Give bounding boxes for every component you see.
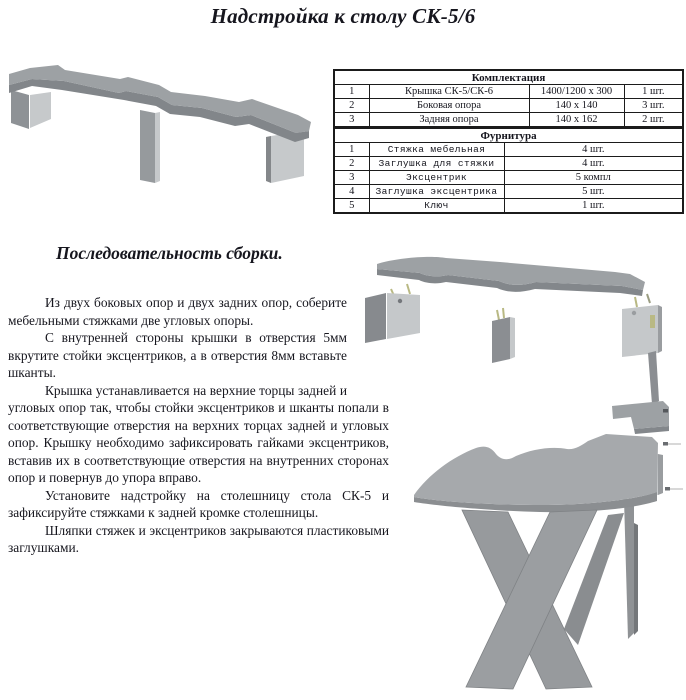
row-num: 3 (334, 171, 369, 185)
table-row (334, 185, 683, 199)
part-name: Заглушка эксцентрика (369, 185, 504, 199)
page-title: Надстройка к столу СК-5/6 (210, 4, 476, 28)
part-size: 1400/1200 x 300 (529, 85, 624, 99)
components-table (333, 69, 684, 128)
part-name: Задняя опора (369, 113, 529, 128)
table-row (334, 143, 683, 157)
components-header: Комплектация (334, 70, 683, 85)
part-qty: 4 шт. (504, 157, 683, 171)
exploded-view-figure (350, 253, 686, 405)
row-num: 1 (334, 85, 369, 99)
part-name: Крышка СК-5/СК-6 (369, 85, 529, 99)
part-qty: 1 шт. (504, 199, 683, 214)
part-name: Боковая опора (369, 99, 529, 113)
part-name: Ключ (369, 199, 504, 214)
part-name: Эксцентрик (369, 171, 504, 185)
row-num: 2 (334, 99, 369, 113)
parts-table (333, 69, 682, 214)
table-row (334, 171, 683, 185)
part-qty: 4 шт. (504, 143, 683, 157)
table-row (334, 113, 683, 128)
table-row (334, 157, 683, 171)
paragraph: Из двух боковых опор и двух задних опор, соберите мебельными стяжками две угловых опоры. (8, 295, 347, 328)
row-num: 2 (334, 157, 369, 171)
row-num: 5 (334, 199, 369, 214)
figure-wrap-spacer (347, 294, 389, 390)
row-num: 4 (334, 185, 369, 199)
assembly-heading: Последовательность сборки. (56, 243, 283, 263)
hardware-header: Фурнитура (334, 128, 683, 143)
assembly-instructions (8, 294, 389, 557)
paragraph: Установите надстройку на столешницу стола СК-5 и зафиксируйте стяжками к задней кромке столешницы. (8, 487, 389, 520)
desk-with-addon-figure (400, 393, 686, 698)
part-name: Заглушка для стяжки (369, 157, 504, 171)
paragraph: С внутренней стороны крышки в отверстия 5мм вкрутите стойки эксцентриков, а в отверстия 8мм вставьте шканты. (8, 330, 347, 380)
part-size: 140 x 162 (529, 113, 624, 128)
assembled-shelf-figure (2, 52, 332, 187)
paragraph: Крышка устанавливается на верхние торцы задней и угловых опор так, чтобы стойки эксцентриков и шканты попали в соответствующие отверстия на верхних торцах задней и угловых опор. Крышку необходимо зафиксировать гайками эксцентриков, вставив их в соответствующие отверстия на внутренних сторонах опор и повернув до упора вправо. (8, 382, 389, 485)
hardware-table (333, 127, 684, 214)
part-name: Стяжка мебельная (369, 143, 504, 157)
table-row (334, 199, 683, 214)
part-qty: 3 шт. (624, 99, 683, 113)
table-row (334, 85, 683, 99)
part-qty: 1 шт. (624, 85, 683, 99)
row-num: 3 (334, 113, 369, 128)
part-qty: 5 шт. (504, 185, 683, 199)
part-qty: 2 шт. (624, 113, 683, 128)
part-size: 140 x 140 (529, 99, 624, 113)
part-qty: 5 компл (504, 171, 683, 185)
table-row (334, 99, 683, 113)
paragraph: Шляпки стяжек и эксцентриков закрываются пластиковыми заглушками. (8, 522, 389, 555)
row-num: 1 (334, 143, 369, 157)
